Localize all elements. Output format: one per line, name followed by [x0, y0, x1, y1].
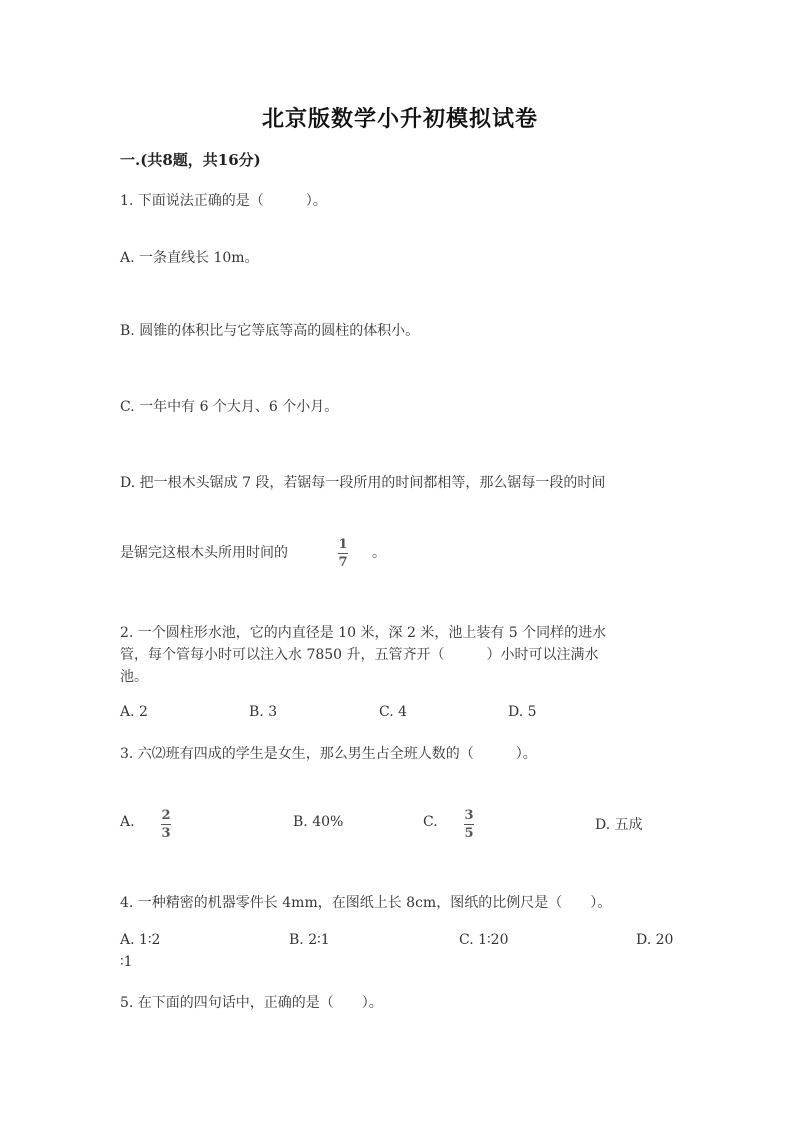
question-4-stem: 4. 一种精密的机器零件长 4mm，在图纸上长 8cm，图纸的比例尺是（ ）。: [120, 895, 612, 911]
question-2-line2: 管，每个管每小时可以注入水 7850 升，五管齐开（ ）小时可以注满水: [120, 647, 599, 663]
question-1-option-a: A. 一条直线长 10m。: [120, 250, 259, 266]
question-2-line1: 2. 一个圆柱形水池，它的内直径是 10 米，深 2 米，池上装有 5 个同样的进水: [120, 625, 607, 641]
page-title: 北京版数学小升初模拟试卷: [261, 106, 538, 132]
question-3-stem: 3. 六⑵班有四成的学生是女生，那么男生占全班人数的（ ）。: [120, 746, 537, 762]
fraction-numerator: 3: [464, 808, 474, 823]
fraction-denominator: 5: [464, 826, 474, 841]
question-1-option-d-line2: 是锯完这根木头所用时间的: [120, 545, 288, 561]
fraction-numerator: 2: [161, 808, 171, 823]
question-1-option-d-line1: D. 把一根木头锯成 7 段，若锯每一段所用的时间都相等，那么锯每一段的时间: [120, 475, 606, 491]
question-4-option-a: A. 1∶2: [120, 932, 161, 948]
question-3-option-a-label: A.: [120, 814, 135, 830]
question-4-option-d: D. 20: [636, 932, 674, 948]
question-2-option-c: C. 4: [379, 704, 408, 720]
fraction-bar: [464, 824, 474, 825]
question-3-option-a-fraction: [161, 809, 171, 840]
question-2-option-d: D. 5: [508, 704, 537, 720]
question-2-option-a: A. 2: [120, 704, 148, 720]
question-3-option-c-label: C.: [423, 814, 438, 830]
question-5-stem: 5. 在下面的四句话中，正确的是（ ）。: [120, 995, 383, 1011]
question-1-option-d-end: 。: [372, 545, 386, 561]
fraction-denominator: 7: [338, 555, 348, 570]
question-1-option-c: C. 一年中有 6 个大月、6 个小月。: [120, 399, 339, 415]
question-4-option-b: B. 2∶1: [289, 932, 330, 948]
question-1-option-b: B. 圆锥的体积比与它等底等高的圆柱的体积小。: [120, 323, 420, 339]
question-3-option-d: D. 五成: [595, 817, 643, 833]
question-4-option-d-continued: ∶1: [120, 954, 133, 970]
fraction-bar: [161, 824, 171, 825]
question-3-option-c-fraction: [464, 809, 474, 840]
question-3-option-b: B. 40%: [293, 814, 344, 830]
question-1-fraction: [338, 538, 348, 569]
question-2-option-b: B. 3: [249, 704, 278, 720]
question-2-line3: 池。: [120, 669, 148, 685]
fraction-denominator: 3: [161, 826, 171, 841]
fraction-bar: [338, 553, 348, 554]
section-header: 一.(共8题，共16分): [120, 151, 261, 169]
fraction-numerator: 1: [338, 537, 348, 552]
question-4-option-c: C. 1∶20: [459, 932, 509, 948]
question-1-stem: 1. 下面说法正确的是（ ）。: [120, 193, 327, 209]
